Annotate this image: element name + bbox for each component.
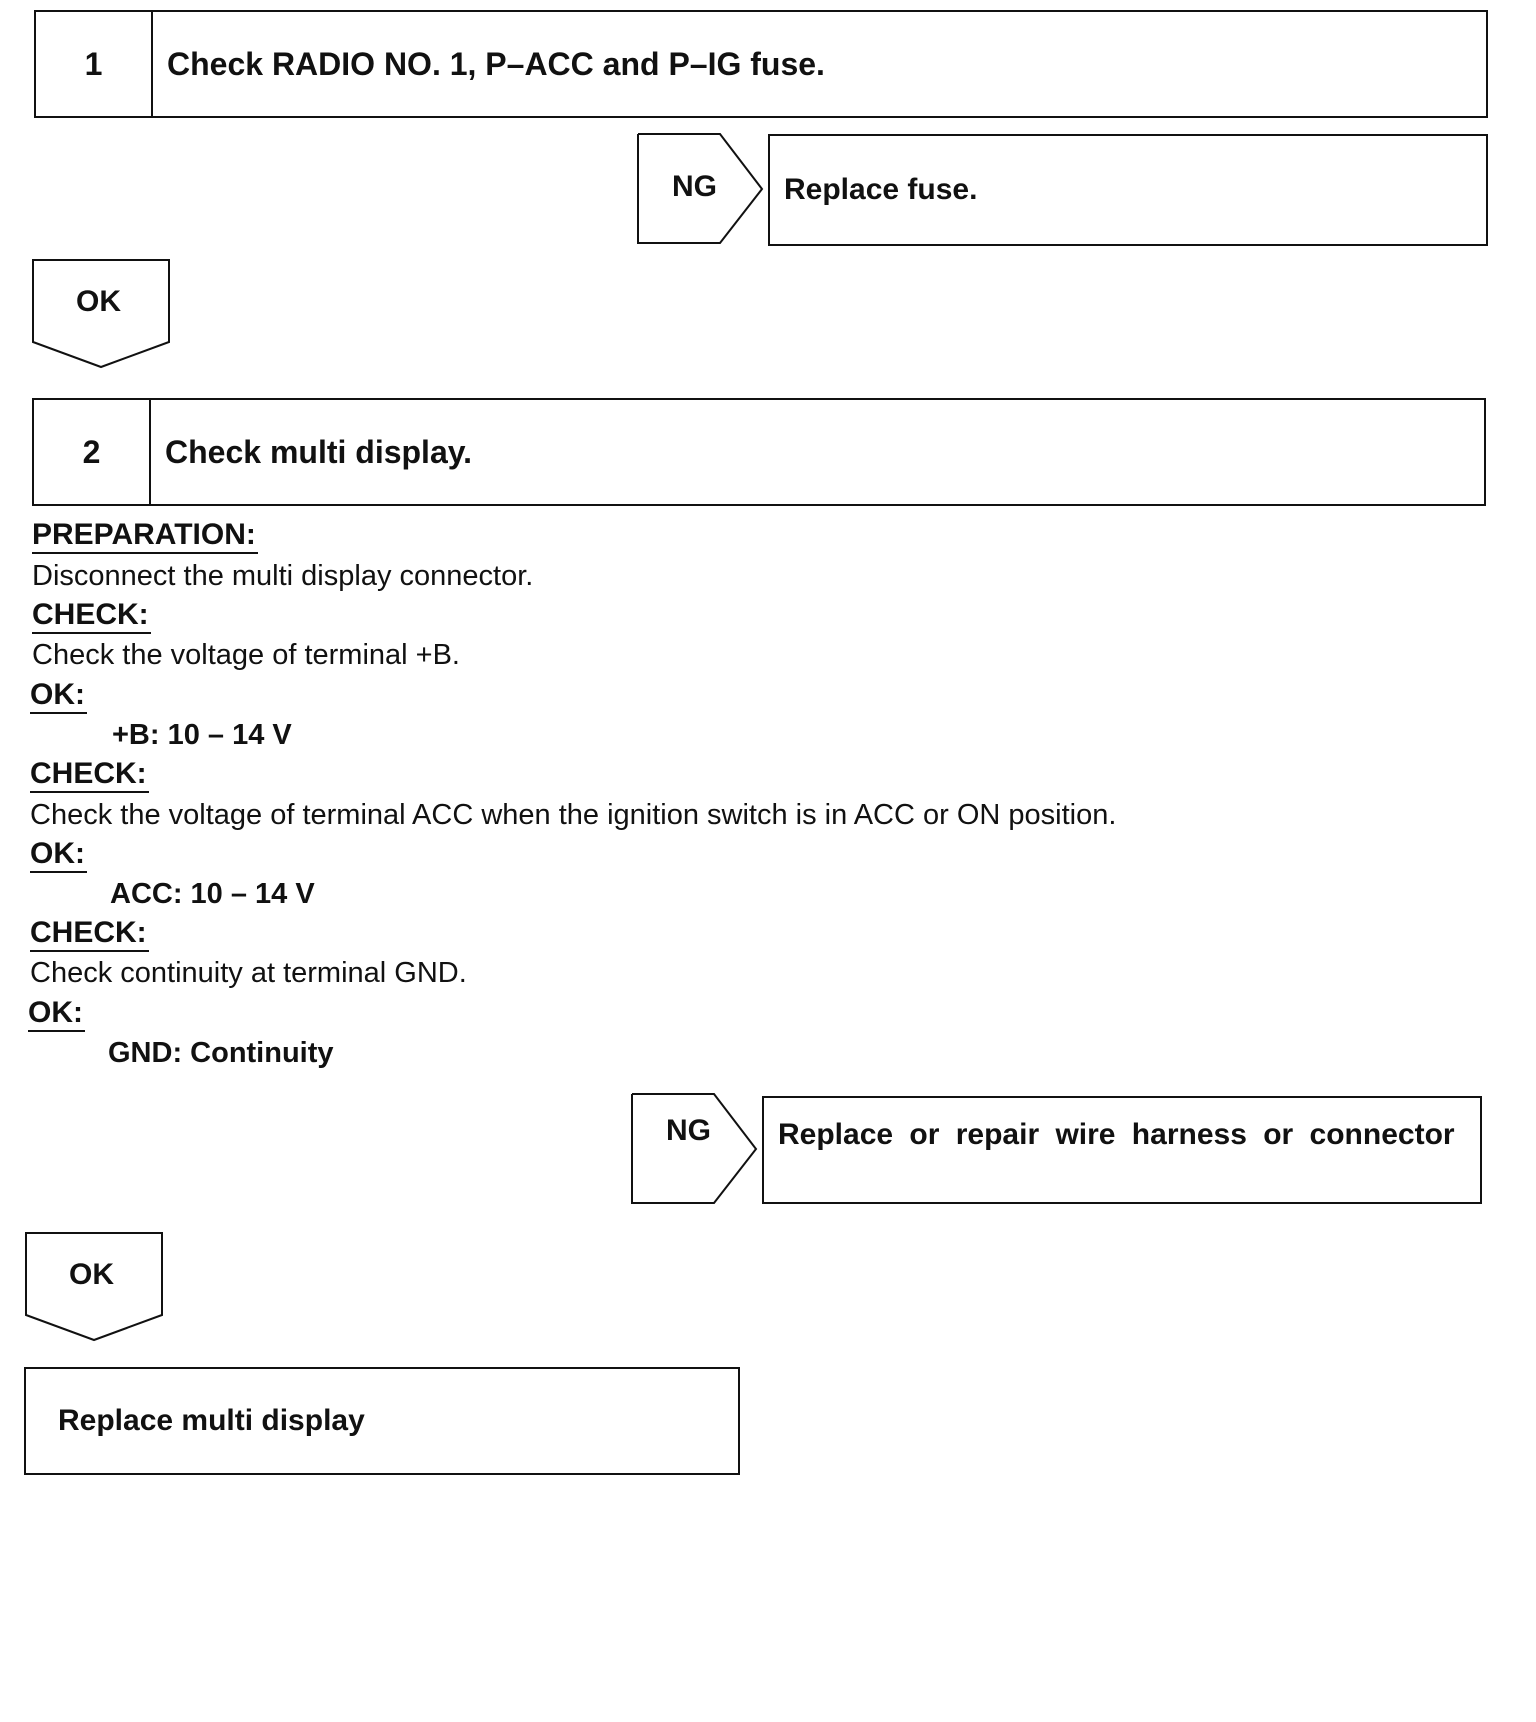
check-2-text: Check the voltage of terminal ACC when the ignition switch is in ACC or ON position. bbox=[30, 799, 1117, 831]
check-1-spec: +B: 10 – 14 V bbox=[112, 719, 292, 751]
ng-result-2-box bbox=[762, 1096, 1482, 1204]
ng-label-1: NG bbox=[672, 170, 717, 203]
step-2-number: 2 bbox=[34, 400, 151, 504]
check-1-ok-heading: OK: bbox=[30, 678, 87, 714]
step-2-title: Check multi display. bbox=[165, 433, 473, 470]
step-1-box bbox=[34, 10, 1488, 118]
final-result-text: Replace multi display bbox=[58, 1404, 365, 1437]
check-3-text: Check continuity at terminal GND. bbox=[30, 957, 467, 989]
check-2-ok-heading: OK: bbox=[30, 837, 87, 873]
final-result-box bbox=[24, 1367, 740, 1475]
preparation-text: Disconnect the multi display connector. bbox=[32, 560, 534, 592]
check-2-heading: CHECK: bbox=[30, 757, 149, 793]
ng-result-1-text: Replace fuse. bbox=[784, 173, 978, 206]
ng-label-2: NG bbox=[666, 1114, 711, 1147]
ok-label-1: OK bbox=[76, 285, 121, 318]
check-1-text: Check the voltage of terminal +B. bbox=[32, 639, 460, 671]
check-1-heading: CHECK: bbox=[32, 598, 151, 634]
preparation-heading: PREPARATION: bbox=[32, 518, 258, 554]
check-3-heading: CHECK: bbox=[30, 916, 149, 952]
ng-arrow-2 bbox=[632, 1094, 762, 1206]
ng-result-2-text: Replace or repair wire harness or connector bbox=[778, 1118, 1455, 1151]
ng-result-1-box bbox=[768, 134, 1488, 246]
step-1-title: Check RADIO NO. 1, P–ACC and P–IG fuse. bbox=[167, 45, 825, 82]
check-3-spec: GND: Continuity bbox=[108, 1037, 334, 1069]
step-1-number: 1 bbox=[36, 12, 153, 116]
check-2-spec: ACC: 10 – 14 V bbox=[110, 878, 315, 910]
step-2-box bbox=[32, 398, 1486, 506]
ok-label-2: OK bbox=[69, 1258, 114, 1291]
check-3-ok-heading: OK: bbox=[28, 996, 85, 1032]
